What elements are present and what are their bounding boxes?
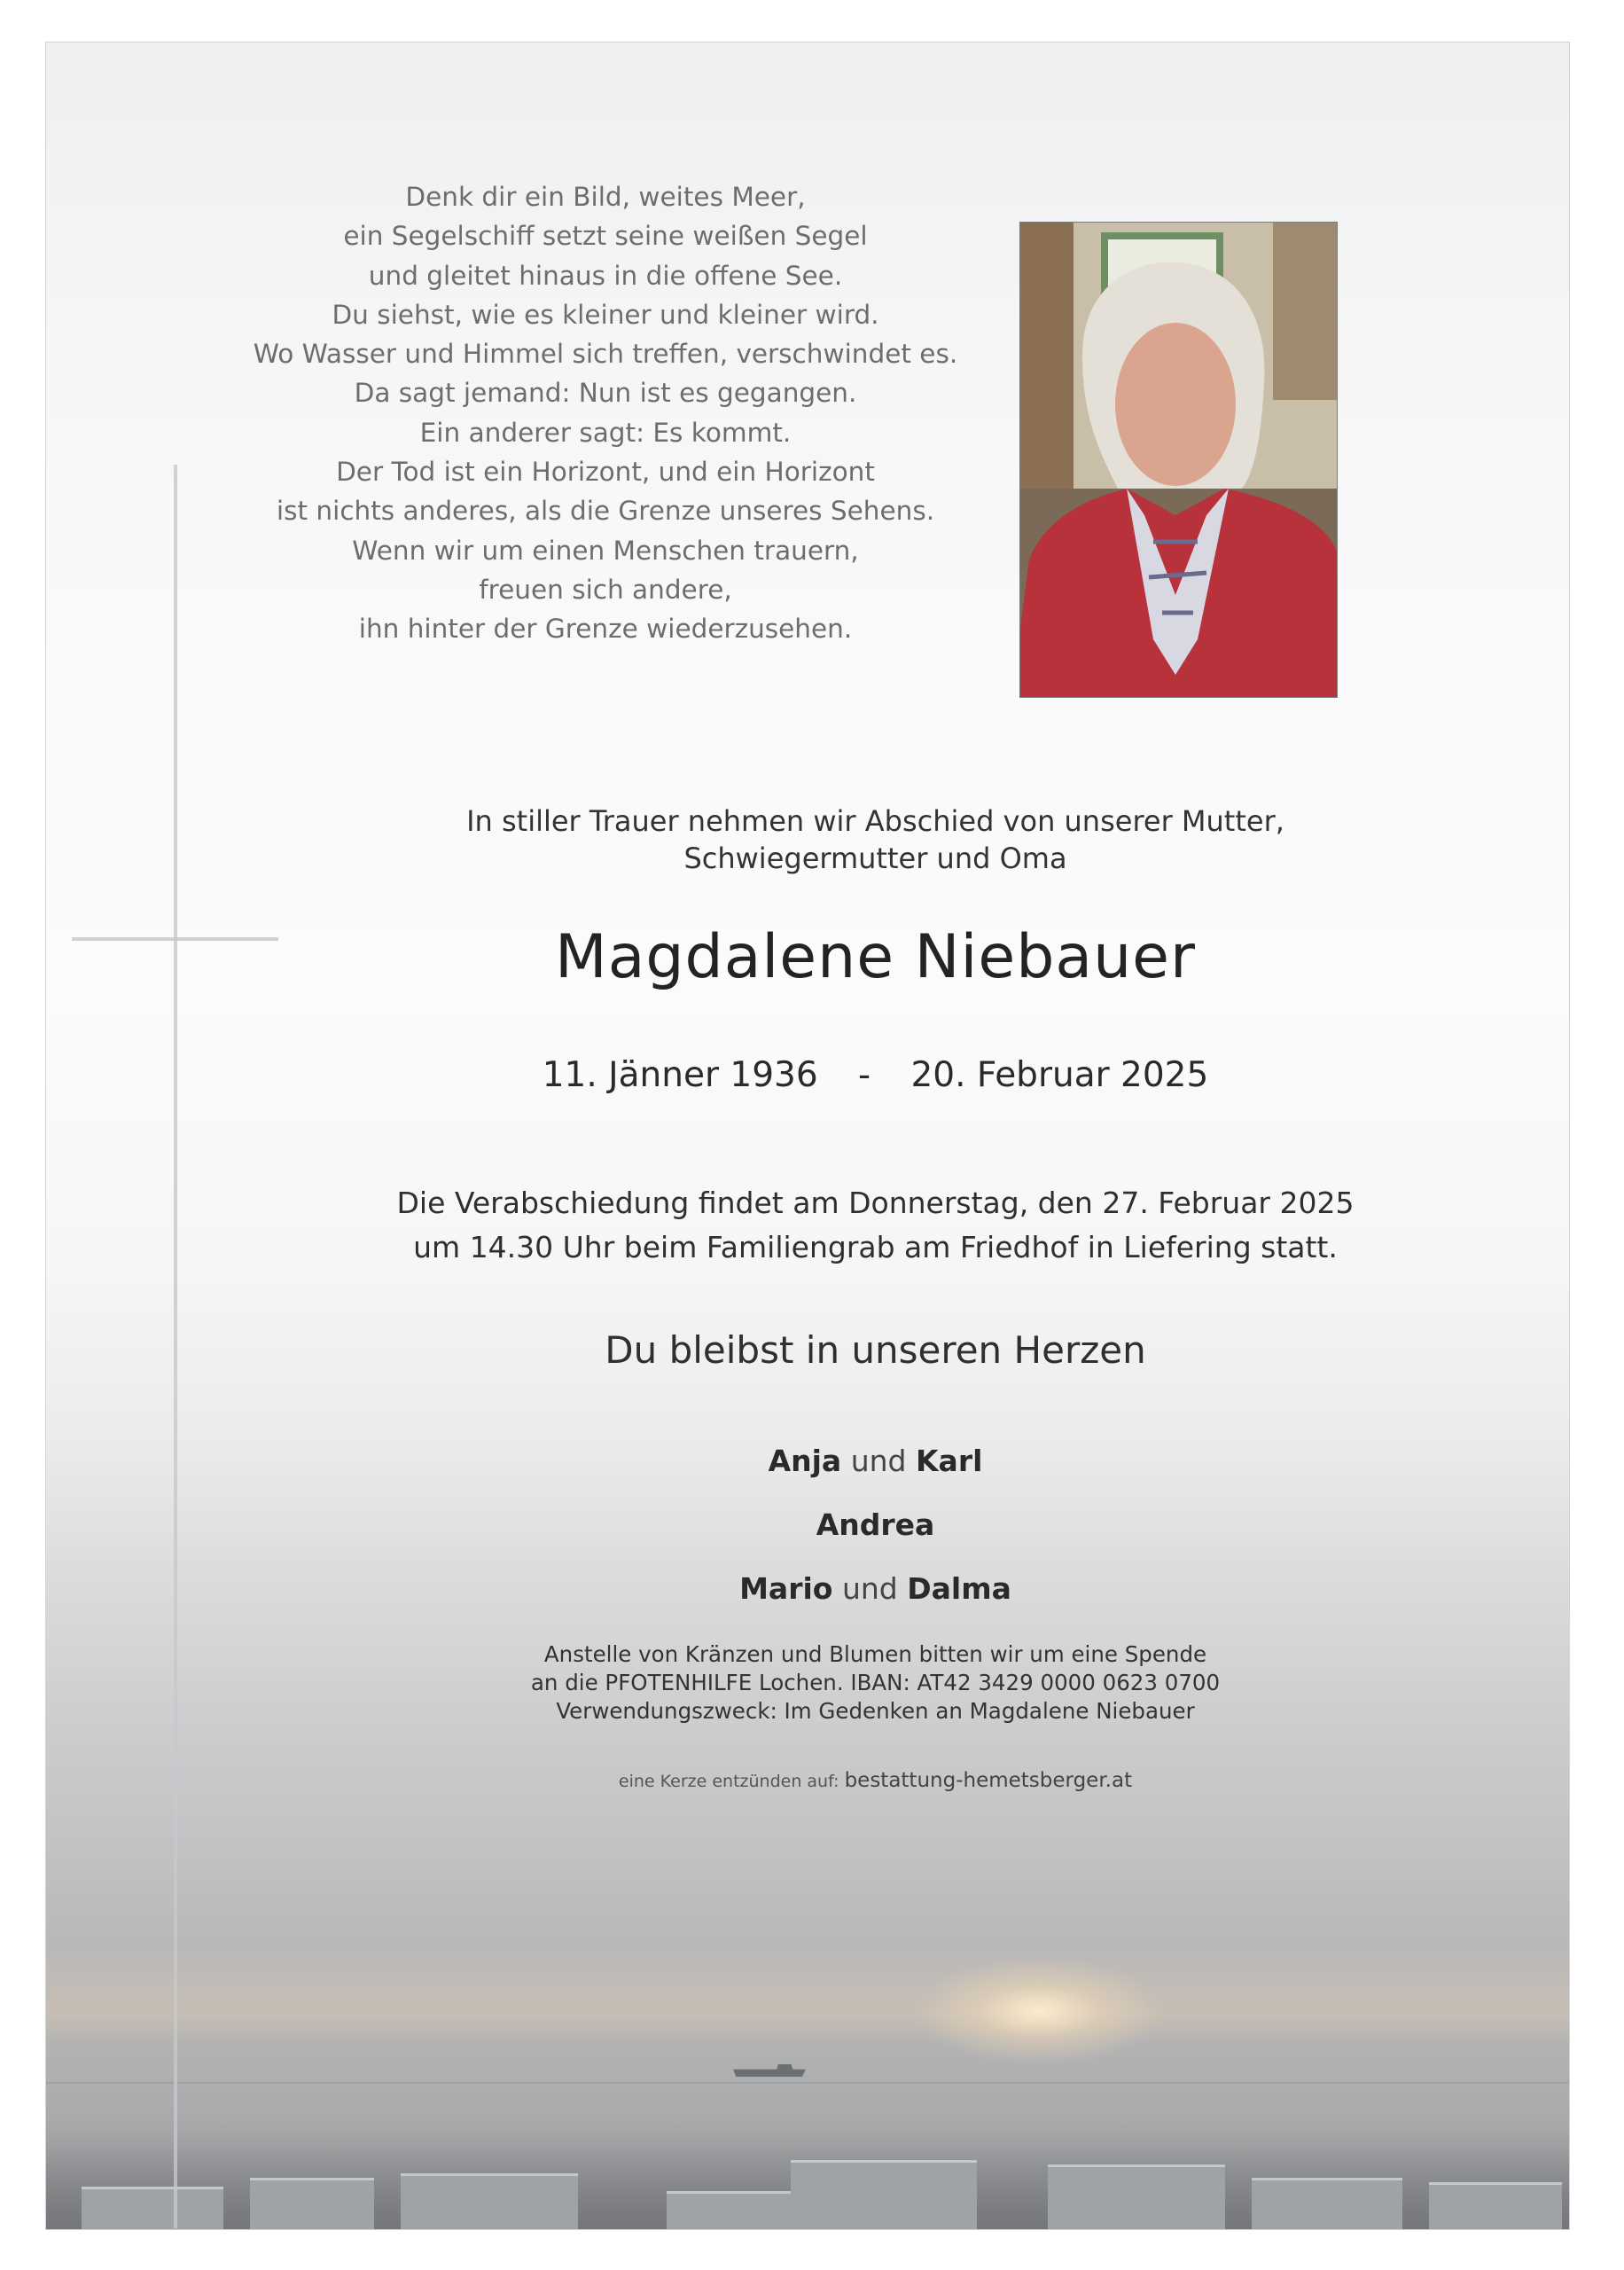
poem-line: ist nichts anderes, als die Grenze unseres Sehens. <box>276 496 935 527</box>
mourner-name: Anja <box>768 1444 842 1478</box>
donation-line: Anstelle von Kränzen und Blumen bitten wir um eine Spende <box>543 1641 1207 1667</box>
mourner-row <box>127 1557 1624 1621</box>
mourner-name: Mario <box>739 1571 833 1606</box>
donation-line: Verwendungszweck: Im Gedenken an Magdalene Niebauer <box>556 1698 1195 1724</box>
beach-hut <box>1048 2164 1225 2229</box>
mourner-name: Dalma <box>907 1571 1011 1606</box>
mourners-list <box>0 1429 1624 1621</box>
sunset-glow <box>915 1958 1163 2064</box>
poem-line: Du siehst, wie es kleiner und kleiner wird. <box>332 299 879 330</box>
donation-note <box>0 1640 1624 1726</box>
deceased-name <box>0 922 1624 992</box>
poem-line: Der Tod ist ein Horizont, und ein Horizont <box>336 457 875 488</box>
website-link[interactable]: bestattung-hemetsberger.at <box>844 1769 1133 1792</box>
service-line: um 14.30 Uhr beim Familiengrab am Friedhof in Liefering statt. <box>413 1230 1338 1264</box>
beach-hut <box>401 2173 578 2229</box>
poem-line: ein Segelschiff setzt seine weißen Segel <box>343 221 868 252</box>
portrait-photo <box>1019 222 1338 698</box>
closing-phrase-text: Du bleibst in unseren Herzen <box>605 1328 1146 1372</box>
mourner-conjunction: und <box>841 1571 898 1606</box>
mourner-conjunction: und <box>850 1444 907 1478</box>
poem-line: Denk dir ein Bild, weites Meer, <box>405 182 806 212</box>
poem <box>239 177 972 649</box>
deceased-name-text: Magdalene Niebauer <box>555 922 1196 992</box>
closing-phrase <box>0 1328 1624 1372</box>
beach-hut <box>82 2187 223 2229</box>
poem-line: freuen sich andere, <box>479 574 732 605</box>
service-details <box>0 1181 1624 1270</box>
poem-line: Da sagt jemand: Nun ist es gegangen. <box>354 378 857 409</box>
poem-line: Wenn wir um einen Menschen trauern, <box>352 535 859 566</box>
beach-huts <box>46 2145 1569 2229</box>
candle-footer <box>0 1769 1624 1792</box>
mourner-name: Andrea <box>816 1507 935 1542</box>
death-date: 20. Februar 2025 <box>910 1055 1209 1095</box>
beach-hut <box>250 2178 374 2229</box>
poem-line: Ein anderer sagt: Es kommt. <box>419 417 792 448</box>
intro-line: Schwiegermutter und Oma <box>683 841 1067 875</box>
mourner-name: Karl <box>915 1444 983 1478</box>
beach-hut <box>667 2191 791 2229</box>
service-line: Die Verabschiedung findet am Donnerstag, den 27. Februar 2025 <box>396 1186 1355 1220</box>
birth-date: 11. Jänner 1936 <box>542 1055 818 1095</box>
intro-line: In stiller Trauer nehmen wir Abschied von unserer Mutter, <box>466 804 1284 838</box>
poem-line: Wo Wasser und Himmel sich treffen, verschwindet es. <box>253 339 958 370</box>
ship-silhouette <box>733 2064 806 2077</box>
beach-hut <box>1429 2182 1562 2229</box>
date-separator: - <box>858 1055 871 1095</box>
poem-line: und gleitet hinaus in die offene See. <box>368 260 843 291</box>
horizon-line <box>46 2082 1569 2084</box>
intro-text <box>0 802 1624 877</box>
candle-label: eine Kerze entzünden auf: <box>618 1772 839 1791</box>
poem-line: ihn hinter der Grenze wiederzusehen. <box>358 614 853 645</box>
mourner-row <box>127 1429 1624 1493</box>
beach-hut <box>791 2160 977 2229</box>
beach-hut <box>1252 2178 1402 2229</box>
life-dates <box>0 1055 1624 1095</box>
mourner-row <box>127 1493 1624 1557</box>
donation-line: an die PFOTENHILFE Lochen. IBAN: AT42 3429 0000 0623 0700 <box>530 1670 1221 1695</box>
portrait-illustration <box>1020 223 1337 697</box>
